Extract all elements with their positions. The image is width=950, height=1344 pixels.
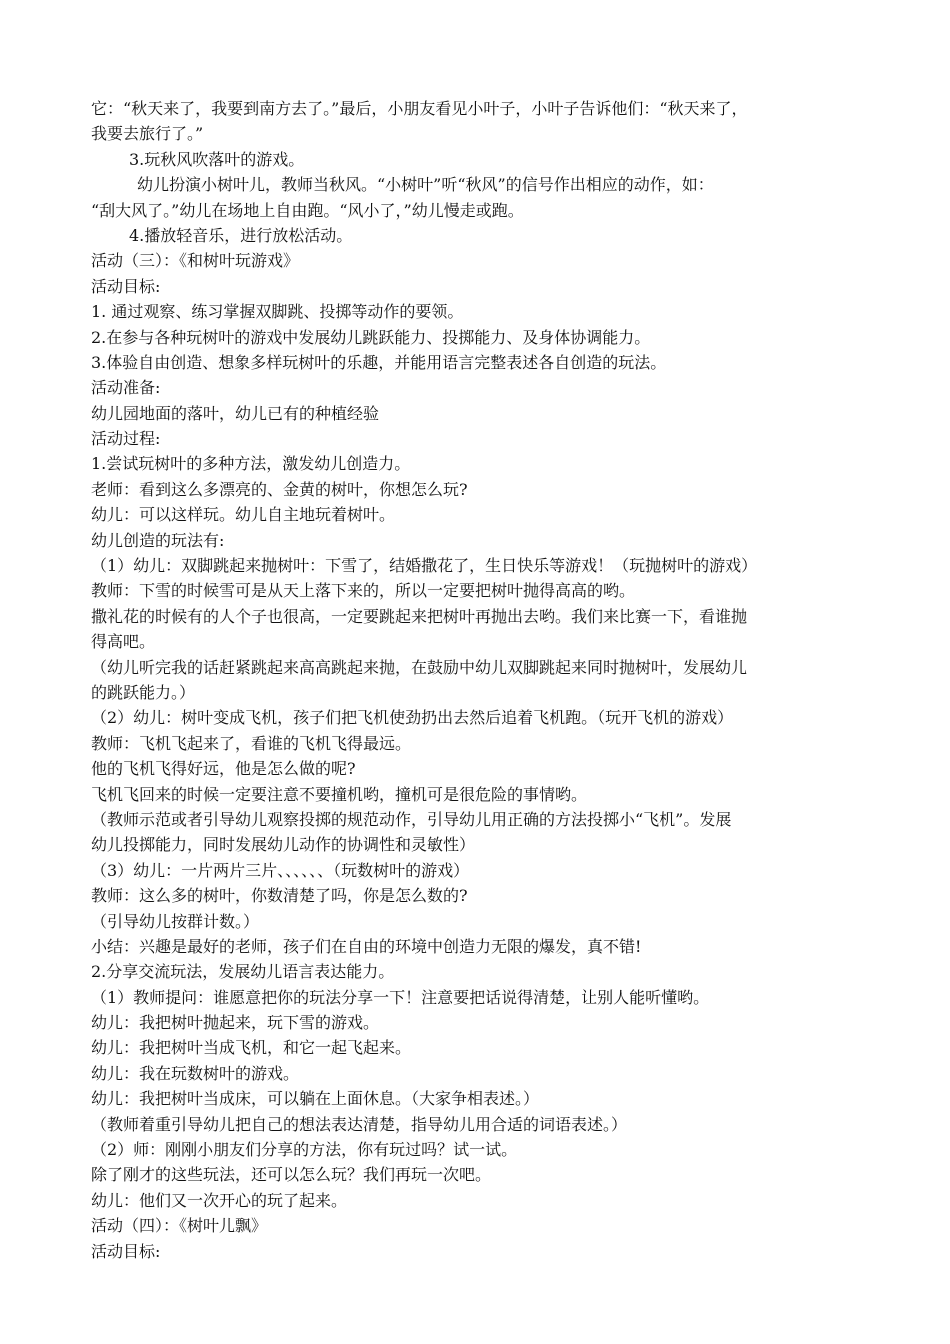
text-line: 幼儿创造的玩法有:: [91, 530, 225, 550]
text-line: 教师：下雪的时候雪可是从天上落下来的，所以一定要把树叶抛得高高的哟。: [91, 581, 636, 601]
text-line: 2.在参与各种玩树叶的游戏中发展幼儿跳跃能力、投掷能力、及身体协调能力。: [91, 327, 651, 347]
section-label: 活动目标:: [91, 1241, 161, 1261]
activity-heading: 活动（三）：《和树叶玩游戏》: [91, 251, 300, 271]
text-line: 幼儿：我把树叶抛起来，玩下雪的游戏。: [91, 1013, 380, 1033]
text-line: 幼儿：可以这样玩。幼儿自主地玩着树叶。: [91, 505, 396, 525]
text-line: 幼儿：我把树叶当成飞机，和它一起飞起来。: [91, 1038, 412, 1058]
text-line: （幼儿听完我的话赶紧跳起来高高跳起来抛，在鼓励中幼儿双脚跳起来同时抛树叶，发展幼儿: [91, 657, 748, 677]
text-line: （1）幼儿：双脚跳起来抛树叶：下雪了，结婚撒花了，生日快乐等游戏！（玩抛树叶的游戏）: [91, 556, 758, 576]
text-line: 教师：这么多的树叶，你数清楚了吗，你是怎么数的?: [91, 886, 468, 906]
text-line: 的跳跃能力。）: [91, 682, 196, 702]
text-line: 我要去旅行了。”: [91, 124, 204, 144]
text-line: “刮大风了。”幼儿在场地上自由跑。“风小了，”幼儿慢走或跑。: [91, 200, 524, 220]
section-label: 活动准备:: [91, 378, 161, 398]
text-line: （2）师：刚刚小朋友们分享的方法，你有玩过吗？试一试。: [91, 1140, 518, 1160]
text-line: 幼儿投掷能力，同时发展幼儿动作的协调性和灵敏性）: [91, 835, 476, 855]
text-line: （教师示范或者引导幼儿观察投掷的规范动作，引导幼儿用正确的方法投掷小“飞机”。发展: [91, 809, 732, 829]
text-line: 1. 通过观察、练习掌握双脚跳、投掷等动作的要领。: [91, 302, 464, 322]
text-line: 幼儿园地面的落叶，幼儿已有的种植经验: [91, 403, 380, 423]
section-label: 活动目标:: [91, 276, 161, 296]
numbered-step: 3.玩秋风吹落叶的游戏。: [129, 149, 305, 169]
text-line: 撒礼花的时候有的人个子也很高，一定要跳起来把树叶再抛出去哟。我们来比赛一下，看谁抛: [91, 606, 748, 626]
text-line: 它：“秋天来了，我要到南方去了。”最后，小朋友看见小叶子，小叶子告诉他们：“秋天来了，: [91, 99, 748, 118]
text-line: （引导幼儿按群计数。）: [91, 911, 260, 931]
text-line: 幼儿扮演小树叶儿，教师当秋风。“小树叶”听“秋风”的信号作出相应的动作，如：: [137, 175, 714, 195]
text-line: 除了刚才的这些玩法，还可以怎么玩？我们再玩一次吧。: [91, 1165, 492, 1185]
text-line: 他的飞机飞得好远，他是怎么做的呢?: [91, 759, 356, 779]
text-line: （教师着重引导幼儿把自己的想法表达清楚，指导幼儿用合适的词语表述。）: [91, 1114, 628, 1134]
text-line: 1.尝试玩树叶的多种方法，激发幼儿创造力。: [91, 454, 411, 474]
text-line: 幼儿：我把树叶当成床，可以躺在上面休息。（大家争相表述。）: [91, 1089, 540, 1109]
text-line: 2.分享交流玩法，发展幼儿语言表达能力。: [91, 962, 395, 982]
section-label: 活动过程:: [91, 429, 161, 449]
numbered-step: 4.播放轻音乐，进行放松活动。: [129, 225, 353, 245]
text-line: （3）幼儿：一片两片三片、、、、、、（玩数树叶的游戏）: [91, 860, 470, 880]
text-line: （2）幼儿：树叶变成飞机，孩子们把飞机使劲扔出去然后追着飞机跑。（玩开飞机的游戏）: [91, 708, 734, 728]
activity-heading: 活动（四）：《树叶儿飘》: [91, 1216, 268, 1236]
text-line: 教师：飞机飞起来了，看谁的飞机飞得最远。: [91, 733, 412, 753]
text-line: 老师：看到这么多漂亮的、金黄的树叶，你想怎么玩?: [91, 479, 468, 499]
text-line: 得高吧。: [91, 632, 156, 652]
text-line: 幼儿：他们又一次开心的玩了起来。: [91, 1190, 348, 1210]
text-line: 小结：兴趣是最好的老师，孩子们在自由的环境中创造力无限的爆发，真不错!: [91, 936, 642, 956]
text-line: （1）教师提问：谁愿意把你的玩法分享一下！注意要把话说得清楚，让别人能听懂哟。: [91, 987, 710, 1007]
text-line: 飞机飞回来的时候一定要注意不要撞机哟，撞机可是很危险的事情哟。: [91, 784, 588, 804]
text-line: 幼儿：我在玩数树叶的游戏。: [91, 1063, 300, 1083]
text-line: 3.体验自由创造、想象多样玩树叶的乐趣，并能用语言完整表述各自创造的玩法。: [91, 352, 667, 372]
